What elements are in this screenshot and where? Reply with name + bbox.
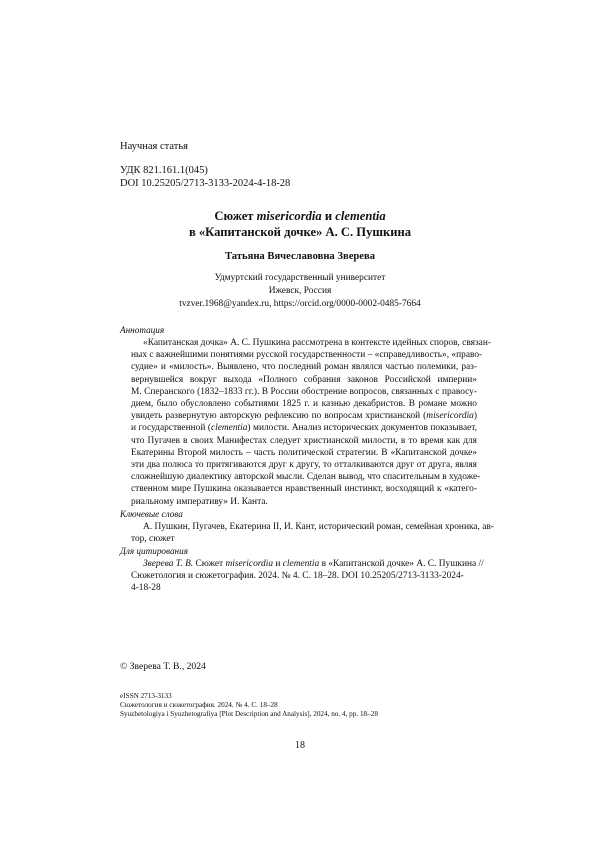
keywords-line-1: А. Пушкин, Пугачев, Екатерина II, И. Кант, исторический роман, семейная хроника, ав- — [143, 522, 494, 532]
keywords-line-2: тор, сюжет — [131, 534, 175, 545]
journal-ru: Сюжетология и сюжетография. 2024. № 4. С. 18–28 — [120, 701, 278, 709]
title-line-1: Сюжет misericordia и clementia — [214, 209, 386, 223]
doi: DOI 10.25205/2713-3133-2024-4-18-28 — [120, 178, 291, 189]
copyright: © Зверева Т. В., 2024 — [120, 661, 206, 672]
keywords-body — [131, 521, 494, 545]
abstract-body — [131, 337, 491, 508]
citation-label: Для цитирования — [120, 546, 188, 556]
abstract-line: риальному императиву» И. Канта. — [131, 496, 268, 507]
journal-en: Syuzhetologiya i Syuzhetografiya [Plot Description and Analysis], 2024, no. 4, pp. 18–28 — [120, 710, 378, 718]
article-title — [100, 208, 500, 240]
title-line-2: в «Капитанской дочке» А. С. Пушкина — [188, 225, 412, 239]
abstract-line: эти два полюса то притягиваются друг к другу, то отталкиваются друг от друга, являя — [131, 460, 477, 471]
abstract-line: Екатерины Второй милость – часть политической стратегии. В «Капитанской дочке» — [131, 447, 477, 458]
abstract-line: дием, было обусловлено событиями 1825 г. и казнью декабристов. В романе можно — [131, 399, 477, 410]
abstract-line: ных с важнейшими понятиями русской государственности – «справедливость», «право- — [131, 350, 483, 361]
article-type: Научная статья — [120, 141, 188, 152]
author-city: Ижевск, Россия — [268, 286, 332, 296]
abstract-line: и государственной (clementia) милости. Анализ исторических документов показывает, — [131, 423, 478, 434]
eissn: eISSN 2713-3133 — [120, 692, 172, 700]
citation-line-1: Зверева Т. В. Сюжет misericordia и clementia в «Капитанской дочке» А. С. Пушкина // — [143, 559, 484, 569]
citation-line-2: Сюжетология и сюжетография. 2024. № 4. С. 18–28. DOI 10.25205/2713-3133-2024- — [131, 571, 464, 582]
citation-body — [131, 558, 484, 595]
page-number: 18 — [295, 740, 305, 751]
author-name: Татьяна Вячеславовна Зверева — [224, 251, 376, 262]
abstract-line: судие» и «милость». Выявлено, что последний роман являлся частью полемики, раз- — [131, 362, 477, 373]
abstract-line: увидеть развернутую авторскую рефлексию по вопросам христианской (misericordia) — [131, 411, 477, 422]
udc-code: УДК 821.161.1(045) — [120, 165, 208, 176]
citation-line-3: 4-18-28 — [131, 583, 161, 594]
author-affiliation: Удмуртский государственный университет — [214, 273, 386, 283]
abstract-line: М. Сперанского (1832–1833 гг.). В России обострение вопросов, связанных с правосу- — [131, 386, 477, 397]
abstract-line: вернувшейся вокруг выхода «Полного собрания законов Российской империи» — [131, 374, 477, 385]
abstract-line: «Капитанская дочка» А. С. Пушкина рассмотрена в контексте идейных споров, связан- — [143, 338, 491, 348]
abstract-line: сложнейшую диалектику авторской мысли. Сделан вывод, что спасительным в художе- — [131, 472, 481, 483]
abstract-line: ственном мире Пушкина оказывается нравственный инстинкт, восходящий к «катего- — [131, 484, 477, 495]
keywords-label: Ключевые слова — [120, 509, 183, 519]
abstract-label: Аннотация — [120, 325, 165, 335]
abstract-line: что Пугачев в своих Манифестах следует христианской милости, в то время как для — [131, 435, 477, 446]
author-contacts: tvzver.1968@yandex.ru, https://orcid.org/0000-0002-0485-7664 — [179, 299, 421, 309]
